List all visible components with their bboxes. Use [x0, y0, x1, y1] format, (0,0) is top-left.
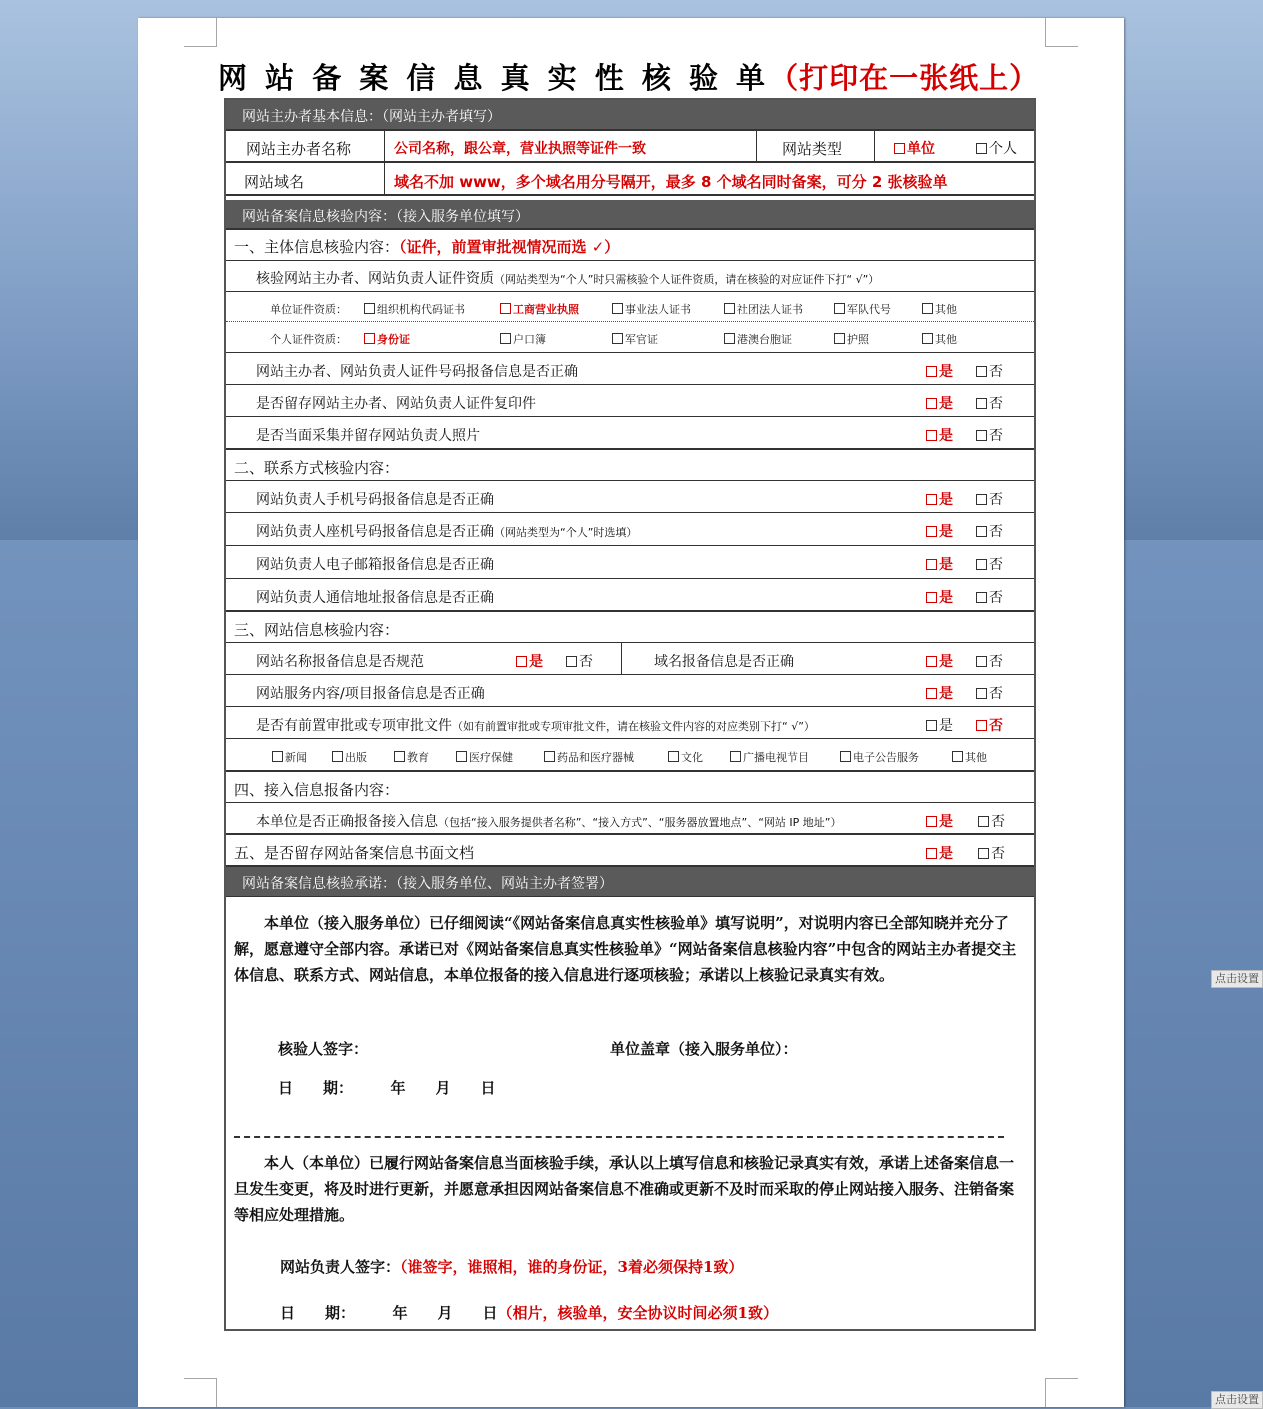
row-p2-title: 二、联系方式核验内容：	[226, 450, 1034, 481]
owner-signature[interactable]: 网站负责人签字：（谁签字，谁照相，谁的身份证，3着必须保持1致）	[280, 1258, 744, 1276]
no-option[interactable]: 否	[976, 361, 1003, 381]
yes-option[interactable]: 是	[516, 651, 543, 671]
category-option[interactable]: 药品和医疗器械	[544, 749, 634, 765]
row-p4-title: 四、接入信息报备内容：	[226, 772, 1034, 803]
date-line-2[interactable]: 日 期： 年 月 日（相片，核验单，安全协议时间必须1致）	[280, 1304, 778, 1322]
side-settings-tag[interactable]: 点击设置	[1211, 970, 1263, 988]
row-q8-q9: 网站名称报备信息是否规范 是 否 域名报备信息是否正确 是 否	[226, 643, 1034, 675]
yes-option[interactable]: 是	[926, 393, 953, 413]
row-p5: 五、是否留存网站备案信息书面文档 是 否	[226, 835, 1034, 867]
yes-option[interactable]: 是	[926, 361, 953, 381]
row-q10: 网站服务内容/项目报备信息是否正确 是 否	[226, 675, 1034, 707]
category-option[interactable]: 新闻	[272, 749, 307, 765]
date-line-1[interactable]: 日 期： 年 月 日	[278, 1079, 496, 1097]
yes-option[interactable]: 是	[926, 651, 953, 671]
category-option[interactable]: 医疗保健	[456, 749, 513, 765]
row-q3: 是否当面采集并留存网站负责人照片 是 否	[226, 417, 1034, 450]
row-q11: 是否有前置审批或专项审批文件（如有前置审批或专项审批文件，请在核验文件内容的对应类别下打“ √”） 是 否	[226, 707, 1034, 739]
no-option[interactable]: 否	[976, 587, 1003, 607]
category-option[interactable]: 广播电视节目	[730, 749, 809, 765]
row-q12: 本单位是否正确报备接入信息（包括“接入服务提供者名称”、“接入方式”、“服务器放置地点”、“网站 IP 地址”） 是 否	[226, 803, 1034, 835]
yes-option[interactable]: 是	[926, 521, 953, 541]
yes-option[interactable]: 是	[926, 554, 953, 574]
yes-option[interactable]: 是	[926, 489, 953, 509]
no-option[interactable]: 否	[976, 651, 1003, 671]
no-option[interactable]: 否	[976, 715, 1003, 735]
row-unit-certs: 单位证件资质： 组织机构代码证书 工商营业执照 事业法人证书 社团法人证书 军队代号 其他	[226, 292, 1034, 322]
margin-corner	[1045, 1378, 1078, 1407]
domain-value[interactable]: 域名不加 www，多个域名用分号隔开，最多 8 个域名同时备案，可分 2 张核验单	[394, 173, 948, 191]
commitment-paragraph-2: 本人（本单位）已履行网站备案信息当面核验手续，承认以上填写信息和核验记录真实有效，承诺上述备案信息一旦发生变更，将及时进行更新，并愿意承担因网站备案信息不准确或更新不及时而采取的停止网站接入服务、注销备案等相应处理措施。	[234, 1154, 1015, 1224]
unit-cert-option[interactable]: 工商营业执照	[500, 301, 579, 317]
yes-option[interactable]: 是	[926, 843, 953, 863]
row-q6: 网站负责人电子邮箱报备信息是否正确 是 否	[226, 546, 1034, 579]
category-option[interactable]: 教育	[394, 749, 429, 765]
no-option[interactable]: 否	[978, 843, 1005, 863]
section-header-verification: 网站备案信息核验内容：（接入服务单位填写）	[226, 200, 1034, 230]
no-option[interactable]: 否	[976, 489, 1003, 509]
no-option[interactable]: 否	[566, 651, 593, 671]
row-p1-title: 一、主体信息核验内容：（证件，前置审批视情况而选 ✓）	[226, 230, 1034, 261]
no-option[interactable]: 否	[976, 683, 1003, 703]
yes-option[interactable]: 是	[926, 587, 953, 607]
section-header-commitment: 网站备案信息核验承诺：（接入服务单位、网站主办者签署）	[226, 867, 1034, 897]
person-cert-option[interactable]: 港澳台胞证	[724, 331, 792, 347]
checker-signature[interactable]: 核验人签字：	[278, 1040, 369, 1058]
verification-form	[224, 98, 1036, 1331]
margin-corner	[184, 18, 217, 47]
unit-seal[interactable]: 单位盖章（接入服务单位）：	[610, 1040, 798, 1058]
side-settings-tag-2[interactable]: 点击设置	[1211, 1391, 1263, 1409]
site-type-unit[interactable]: 单位	[894, 138, 935, 158]
row-q7: 网站负责人通信地址报备信息是否正确 是 否	[226, 579, 1034, 612]
person-cert-option[interactable]: 户口簿	[500, 331, 546, 347]
category-option[interactable]: 文化	[668, 749, 703, 765]
person-cert-option[interactable]: 护照	[834, 331, 869, 347]
yes-option[interactable]: 是	[926, 811, 953, 831]
commitment-paragraph-1: 本单位（接入服务单位）已仔细阅读“《网站备案信息真实性核验单》填写说明”，对说明内容已全部知晓并充分了解，愿意遵守全部内容。承诺已对《网站备案信息真实性核验单》“网站备案信息核验内容”中包含的网站主办者提交主体信息、联系方式、网站信息，本单位报备的接入信息进行逐项核验；承诺以上核验记录真实有效。	[234, 914, 1017, 984]
no-option[interactable]: 否	[976, 554, 1003, 574]
row-organizer-name: 网站主办者名称 公司名称，跟公章，营业执照等证件一致 网站类型 单位 个人	[226, 131, 1034, 163]
organizer-name-value[interactable]: 公司名称，跟公章，营业执照等证件一致	[394, 141, 646, 157]
row-q5: 网站负责人座机号码报备信息是否正确（网站类型为“个人”时选填） 是 否	[226, 513, 1034, 546]
person-cert-option[interactable]: 其他	[922, 331, 957, 347]
margin-corner	[1045, 18, 1078, 47]
category-option[interactable]: 其他	[952, 749, 987, 765]
unit-cert-option[interactable]: 组织机构代码证书	[364, 301, 465, 317]
yes-option[interactable]: 是	[926, 683, 953, 703]
yes-option[interactable]: 是	[926, 715, 953, 735]
no-option[interactable]: 否	[976, 425, 1003, 445]
section-header-basic-info: 网站主办者基本信息：（网站主办者填写）	[226, 100, 1034, 131]
person-cert-option[interactable]: 身份证	[364, 331, 410, 347]
row-person-certs: 个人证件资质： 身份证 户口簿 军官证 港澳台胞证 护照 其他	[226, 322, 1034, 353]
no-option[interactable]: 否	[976, 521, 1003, 541]
category-option[interactable]: 出版	[332, 749, 367, 765]
row-q4: 网站负责人手机号码报备信息是否正确 是 否	[226, 481, 1034, 513]
row-cert-line: 核验网站主办者、网站负责人证件资质（网站类型为“个人”时只需核验个人证件资质，请在核验的对应证件下打“ √”）	[226, 261, 1034, 292]
unit-cert-option[interactable]: 其他	[922, 301, 957, 317]
document-title: 网 站 备 案 信 息 真 实 性 核 验 单（打印在一张纸上）	[218, 61, 1040, 95]
document-page	[138, 18, 1124, 1407]
yes-option[interactable]: 是	[926, 425, 953, 445]
no-option[interactable]: 否	[976, 393, 1003, 413]
margin-corner	[184, 1378, 217, 1407]
unit-cert-option[interactable]: 军队代号	[834, 301, 891, 317]
row-categories	[226, 739, 1034, 772]
row-q1: 网站主办者、网站负责人证件号码报备信息是否正确 是 否	[226, 353, 1034, 385]
row-p3-title: 三、网站信息核验内容：	[226, 612, 1034, 643]
row-domain: 网站域名 域名不加 www，多个域名用分号隔开，最多 8 个域名同时备案，可分 2 张核验单	[226, 163, 1034, 196]
site-type-person[interactable]: 个人	[976, 138, 1017, 158]
category-option[interactable]: 电子公告服务	[840, 749, 919, 765]
unit-cert-option[interactable]: 事业法人证书	[612, 301, 691, 317]
row-q2: 是否留存网站主办者、网站负责人证件复印件 是 否	[226, 385, 1034, 417]
no-option[interactable]: 否	[978, 811, 1005, 831]
person-cert-option[interactable]: 军官证	[612, 331, 658, 347]
dashed-divider	[234, 1136, 1004, 1138]
unit-cert-option[interactable]: 社团法人证书	[724, 301, 803, 317]
